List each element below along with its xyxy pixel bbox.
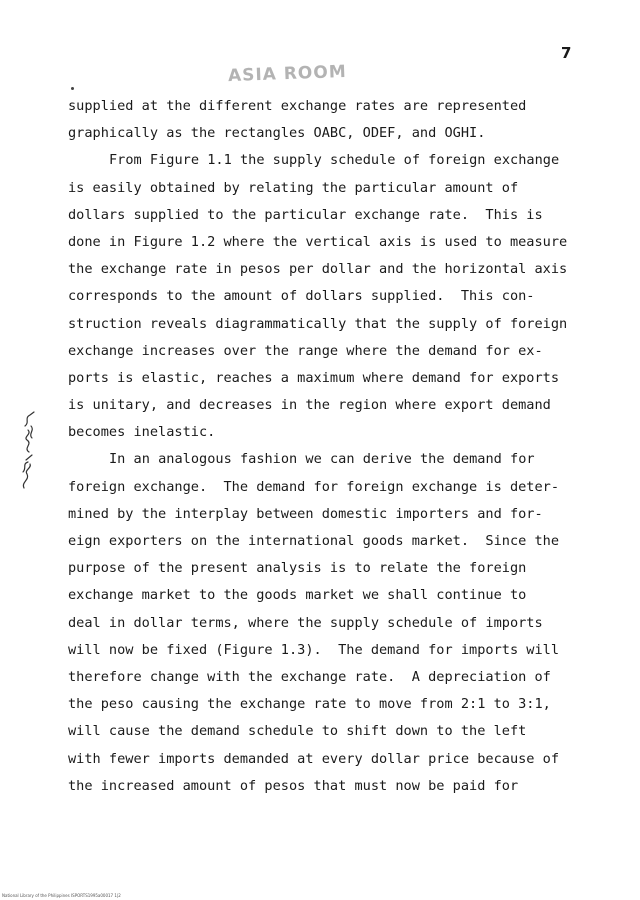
text-line: purpose of the present analysis is to relate the foreign [68,560,527,577]
text-line: the peso causing the exchange rate to move from 2:1 to 3:1, [68,696,551,713]
page-number: 7 [561,44,572,62]
paragraph-start-line: From Figure 1.1 the supply schedule of foreign exchange [109,152,560,169]
text-line: supplied at the different exchange rates are represented [68,98,527,114]
paragraph-start-line: In an analogous fashion we can derive the demand for [109,451,535,468]
text-line: exchange market to the goods market we shall continue to [68,587,527,604]
text-line: with fewer imports demanded at every dollar price because of [68,750,560,767]
text-line: graphically as the rectangles OABC, ODEF, and OGHI. [68,125,486,142]
text-line: ports is elastic, reaches a maximum where demand for exports [68,369,560,386]
text-line: deal in dollar terms, where the supply schedule of imports [68,614,543,631]
text-line: eign exporters on the international goods market. Since the [68,533,560,549]
handwritten-margin-note [18,408,40,492]
text-line: will cause the demand schedule to shift down to the left [68,723,527,740]
text-line: corresponds to the amount of dollars supplied. This con- [68,288,535,305]
text-line: dollars supplied to the particular exchange rate. This is [68,206,543,223]
text-line: mined by the interplay between domestic importers and for- [68,505,543,522]
text-line: the increased amount of pesos that must now be paid for [68,777,519,794]
body-text [68,93,628,800]
text-line: becomes inelastic. [68,424,216,441]
library-stamp: ASIA ROOM [227,61,348,87]
text-line: exchange increases over the range where the demand for ex- [68,342,543,359]
text-line: therefore change with the exchange rate. A depreciation of [68,668,551,685]
ink-speck [71,87,74,90]
text-line: the exchange rate in pesos per dollar and the horizontal axis [68,261,568,278]
footer-credit: National Library of the Philippines ISPORTS1995a00017 1|2 [2,893,121,898]
text-line: will now be fixed (Figure 1.3). The demand for imports will [68,641,560,658]
text-line: done in Figure 1.2 where the vertical axis is used to measure [68,233,568,250]
text-line: foreign exchange. The demand for foreign exchange is deter- [68,478,560,495]
text-line: is unitary, and decreases in the region where export demand [68,397,551,414]
text-line: is easily obtained by relating the particular amount of [68,179,519,196]
text-line: struction reveals diagrammatically that the supply of foreign [68,315,568,332]
